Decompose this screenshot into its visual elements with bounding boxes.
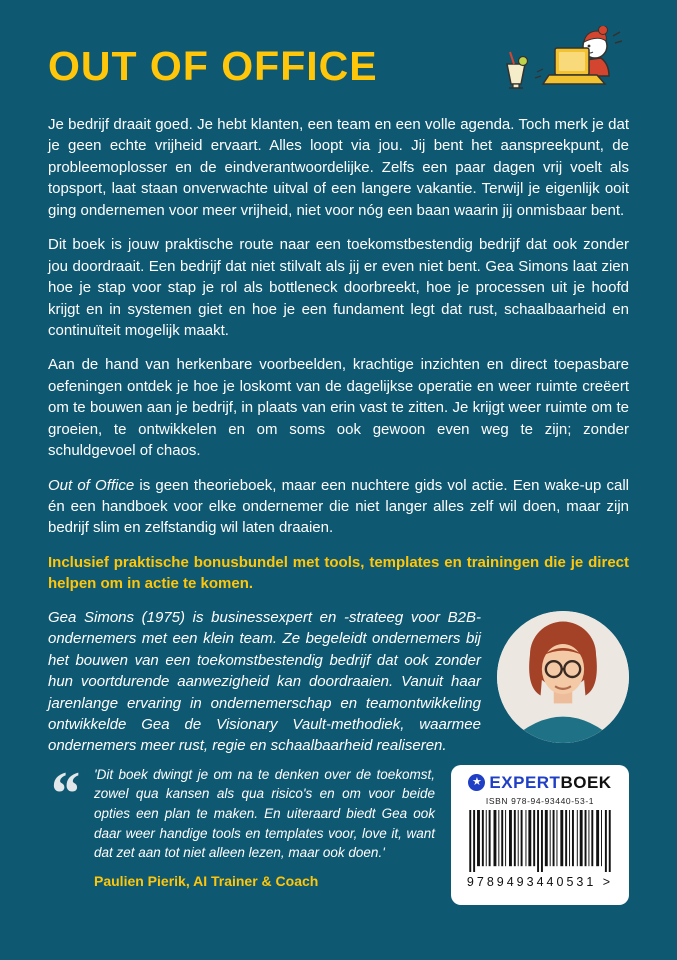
- publisher-logo-text: [489, 773, 611, 793]
- book-title-inline: Out of Office: [48, 476, 135, 494]
- positioning-paragraph-rest: is geen theorieboek, maar een nuchtere gids vol actie. Een wake-up call én een handboek voor elke ondernemer die niet langer alles zelf wil doen, maar zijn bedrijf slim en zelfstandig wil laten draaien.: [48, 476, 629, 537]
- testimonial-content: [94, 765, 435, 889]
- expertboek-logo-icon: ★: [468, 774, 485, 791]
- author-portrait-illustration: [497, 611, 629, 743]
- book-title: OUT OF OFFICE: [48, 42, 378, 89]
- barcode-box: [451, 765, 629, 905]
- author-photo: [497, 611, 629, 743]
- woman-at-laptop-illustration: [499, 26, 629, 106]
- testimonial-block: [48, 759, 435, 889]
- author-bio: Gea Simons (1975) is businessexpert en -strateeg voor B2B-ondernemers met een klein team. Ze begeleidt ondernemers bij het bouwen van een toekomstbestendig bedrijf dat ook zonder hun voortdurende aanwezigheid kan doordraaien. Vanuit haar jarenlange ervaring in ondernemerschap en teamontwikkeling ontwikkelde Gea de Visionary Vault-methodiek, waarmee ondernemers meer rust, regie en schaalbaarheid realiseren.: [48, 608, 481, 755]
- testimonial-quote: 'Dit boek dwingt je om na te denken over de toekomst, zowel qua kansen als qua risico's en om voor beide opties een plan te maken. En uiteraard biedt Gea ook daar weer handige tools en templates voor, love it, want dat zet aan tot niet alleen lezen, maar ook doen.': [94, 766, 435, 861]
- intro-paragraph: Je bedrijf draait goed. Je hebt klanten, een team en een volle agenda. Toch merk je dat je geen echte vrijheid ervaart. Alles loopt via jou. Jij bent het aanspreekpunt, de probleemoplosser en de eindverantwoordelijke. Zelfs een paar dagen vrij voelt als topsport, laat staan onverwachte uitval of een langere vakantie. Terwijl je eigenlijk ooit ging ondernemen voor meer vrijheid, niet voor nóg een baan waarin jij onmisbaar bent.: [48, 116, 629, 219]
- bonus-note: Inclusief praktische bonusbundel met tools, templates en trainingen die je direct helpen om in actie te komen.: [48, 553, 629, 593]
- book-promise-paragraph: Dit boek is jouw praktische route naar een toekomstbestendig bedrijf dat ook zonder jou doordraait. Een bedrijf dat niet stilvalt als jij er even niet bent. Gea Simons laat zien hoe je stap voor stap je rol als bottleneck doorbreekt, hoe je processen uit je hoofd krijgt en in systemen giet en hoe je een fundament legt dat rust, schaalbaarheid en continuïteit mogelijk maakt.: [48, 236, 629, 339]
- isbn-text: ISBN 978-94-93440-53-1: [485, 795, 595, 806]
- benefits-paragraph: Aan de hand van herkenbare voorbeelden, krachtige inzichten en direct toepasbare oefeningen ontdek je hoe je loskomt van de dagelijkse operatie en weer ruimte creëert om te bouwen aan je bedrijf, in plaats van erin vast te zitten. Je krijgt weer ruimte om te groeien, te ontwikkelen en om soms ook gewoon even weg te zijn; zonder schuldgevoel of chaos.: [48, 356, 629, 460]
- header: [48, 28, 629, 104]
- author-section: [48, 607, 629, 757]
- footer-section: [48, 759, 629, 905]
- positioning-paragraph: [48, 475, 629, 539]
- ean-barcode: [465, 810, 615, 872]
- publisher-logo-expert: EXPERT: [489, 772, 561, 792]
- testimonial-attribution: Paulien Pierik, AI Trainer & Coach: [94, 872, 319, 889]
- publisher-logo-boek: BOEK: [560, 772, 612, 792]
- barcode-digits: 9789493440531 >: [466, 874, 614, 889]
- quote-mark-icon: “: [48, 759, 79, 828]
- publisher-logo: [468, 773, 611, 793]
